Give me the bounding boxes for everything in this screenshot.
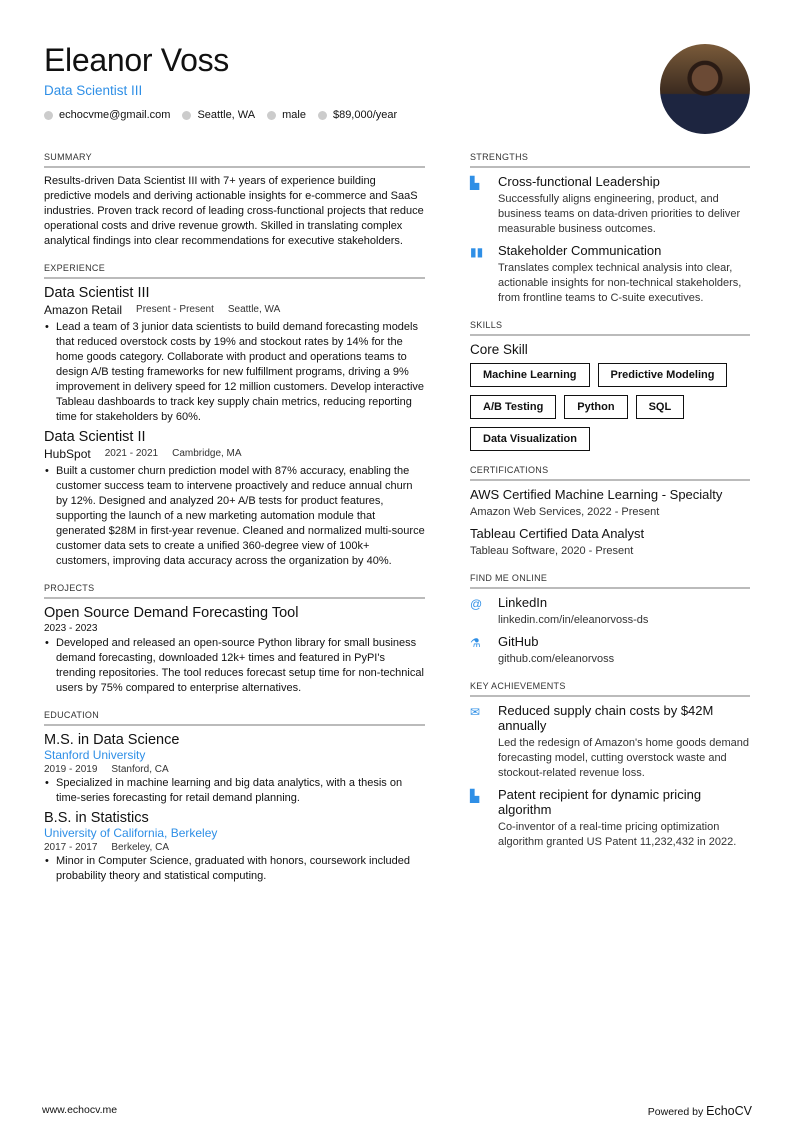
section-heading: CERTIFICATIONS xyxy=(470,465,750,481)
achievements-desc: Led the redesign of Amazon's home goods demand forecasting model, cutting overstock waste and stockout-related revenue loss. xyxy=(498,737,749,779)
strengths-desc: Successfully aligns engineering, product, and business teams on data-driven priorities to deliver measurable business outcomes. xyxy=(498,193,741,235)
strengths-section xyxy=(470,152,750,306)
project-entry xyxy=(44,605,425,696)
location: Berkeley, CA xyxy=(111,842,170,853)
at-icon: @ xyxy=(470,597,483,611)
document-icon: ▙ xyxy=(470,789,480,803)
role-title: Data Scientist II xyxy=(44,429,146,445)
cert-detail: Tableau Software, 2020 - Present xyxy=(470,545,634,557)
user-icon xyxy=(267,111,276,120)
section-heading: EDUCATION xyxy=(44,710,425,726)
online-item xyxy=(470,634,750,667)
experience-entry xyxy=(44,429,425,569)
skill-tag: A/B Testing xyxy=(470,395,556,419)
brand-logo: EchoCV xyxy=(706,1104,752,1118)
skill-tag: Data Visualization xyxy=(470,427,590,451)
summary-section xyxy=(44,152,425,249)
skills-section xyxy=(470,320,750,451)
achievements-desc: Co-inventor of a real-time pricing optimization algorithm granted US Patent 11,232,432 in 2022. xyxy=(498,821,737,848)
section-heading: KEY ACHIEVEMENTS xyxy=(470,681,750,697)
section-heading: SKILLS xyxy=(470,320,750,336)
description-bullet: • Developed and released an open-source Python library for small business demand forecasting, downloaded 12k+ times and featured in PyPI's trending repositories. The tool reduces forecast setup time for non-technical users by 75% compared to enterprise alternatives. xyxy=(44,636,425,696)
achievements-title: Patent recipient for dynamic pricing algorithm xyxy=(498,787,702,817)
profile-photo xyxy=(660,44,750,134)
footer-powered xyxy=(648,1104,752,1118)
online-section xyxy=(470,573,750,667)
achievements-title: Reduced supply chain costs by $42M annually xyxy=(498,703,714,733)
online-title: LinkedIn xyxy=(498,595,548,610)
degree: B.S. in Statistics xyxy=(44,810,149,826)
envelope-open-icon: ✉ xyxy=(470,705,481,719)
role-title: Data Scientist III xyxy=(44,285,150,301)
dates: 2021 - 2021 xyxy=(104,448,159,459)
location: Cambridge, MA xyxy=(172,448,242,459)
section-heading: FIND ME ONLINE xyxy=(470,573,750,589)
skill-tag: Machine Learning xyxy=(470,363,590,387)
project-name: Open Source Demand Forecasting Tool xyxy=(44,605,299,621)
skill-tag: SQL xyxy=(636,395,685,419)
school: University of California, Berkeley xyxy=(44,826,218,840)
description-bullet: • Specialized in machine learning and big data analytics, with a thesis on time-series forecasting for retail demand planning. xyxy=(44,776,425,806)
email: echocvme@gmail.com xyxy=(59,109,171,121)
powered-by-label: Powered by xyxy=(647,1106,704,1118)
degree: M.S. in Data Science xyxy=(44,732,180,748)
section-heading: PROJECTS xyxy=(44,583,425,599)
strengths-title: Cross-functional Leadership xyxy=(498,174,660,189)
dates: 2017 - 2017 xyxy=(44,842,98,853)
online-desc: linkedin.com/in/eleanorvoss-ds xyxy=(498,614,649,626)
school: Stanford University xyxy=(44,748,146,762)
location-pin-icon xyxy=(182,111,191,120)
online-item xyxy=(470,595,750,628)
description-bullet: • Built a customer churn prediction model with 87% accuracy, enabling the customer success team to intervene proactively and reduce annual churn by 12%. Designed and analyzed 20+ A/B tests for product features, supporting the launch of a new marketing automation module that generated $28M in first-year revenue. Cleaned and normalized multi-source customer data sets to create a unified 360-degree view of 100k+ customers, improving data accuracy across the organization by 40%. xyxy=(44,464,425,569)
achievements-item xyxy=(470,787,750,850)
strengths-title: Stakeholder Communication xyxy=(498,243,662,258)
job-title: Data Scientist III xyxy=(44,83,143,98)
education-entry xyxy=(44,810,425,884)
dates: Present - Present xyxy=(136,304,214,315)
strengths-item xyxy=(470,174,750,237)
company: HubSpot xyxy=(44,447,91,461)
projects-section xyxy=(44,583,425,696)
location: Seattle, WA xyxy=(227,304,281,315)
achievements-item xyxy=(470,703,750,781)
section-heading: SUMMARY xyxy=(44,152,425,168)
description-bullet: • Lead a team of 3 junior data scientists to build demand forecasting models that reduced overstock costs by 19% and stockout rates by 14% for the home goods category. Collaborate with product and operations teams to design A/B testing frameworks for new fulfillment programs, driving a 9% improvement in delivery speed for 12 million customers. Develop interactive Tableau dashboards to track key supply chain metrics, reducing reporting time for stakeholders by 60%. xyxy=(44,320,425,425)
certification-entry xyxy=(470,526,750,559)
cert-name: AWS Certified Machine Learning - Specialty xyxy=(470,487,723,502)
skill-group: Core Skill xyxy=(470,342,528,357)
company: Amazon Retail xyxy=(44,303,123,317)
skill-tag: Predictive Modeling xyxy=(598,363,728,387)
book-icon: ▮▮ xyxy=(470,245,484,259)
education-section xyxy=(44,710,425,884)
certification-entry xyxy=(470,487,750,520)
experience-entry xyxy=(44,285,425,425)
online-desc: github.com/eleanorvoss xyxy=(498,653,615,665)
strengths-desc: Translates complex technical analysis into clear, actionable insights for non-technical stakeholders, from frontline teams to C-suite executives. xyxy=(498,262,742,304)
document-dollar-icon: ▙ xyxy=(470,176,480,190)
dates: 2023 - 2023 xyxy=(44,623,98,634)
flask-icon: ⚗ xyxy=(470,636,481,650)
candidate-name: Eleanor Voss xyxy=(44,42,229,78)
section-heading: STRENGTHS xyxy=(470,152,750,168)
money-icon xyxy=(318,111,327,120)
location: Seattle, WA xyxy=(197,109,256,121)
salary: $89,000/year xyxy=(332,109,398,121)
certifications-section xyxy=(470,465,750,559)
gender: male xyxy=(282,109,306,121)
location: Stanford, CA xyxy=(111,764,169,775)
footer-site[interactable]: www.echocv.me xyxy=(42,1104,118,1116)
cert-detail: Amazon Web Services, 2022 - Present xyxy=(470,506,660,518)
at-icon xyxy=(44,111,53,120)
achievements-section xyxy=(470,681,750,850)
cert-name: Tableau Certified Data Analyst xyxy=(470,526,645,541)
education-entry xyxy=(44,732,425,806)
section-heading: EXPERIENCE xyxy=(44,263,425,279)
dates: 2019 - 2019 xyxy=(44,764,98,775)
strengths-item xyxy=(470,243,750,306)
experience-section xyxy=(44,263,425,569)
contact-info xyxy=(44,109,397,121)
summary-text: Results-driven Data Scientist III with 7+ years of experience building predictive models and deriving actionable insights for e-commerce and SaaS industries. Proven track record of leading cross-functional projects that reduce operational costs and drive revenue growth. Skilled in translating complex analytical findings into clear recommendations for executive stakeholders. xyxy=(44,175,424,247)
skill-tag: Python xyxy=(564,395,627,419)
description-bullet: • Minor in Computer Science, graduated with honors, coursework included probability theory and statistical computing. xyxy=(44,854,425,884)
online-title: GitHub xyxy=(498,634,539,649)
